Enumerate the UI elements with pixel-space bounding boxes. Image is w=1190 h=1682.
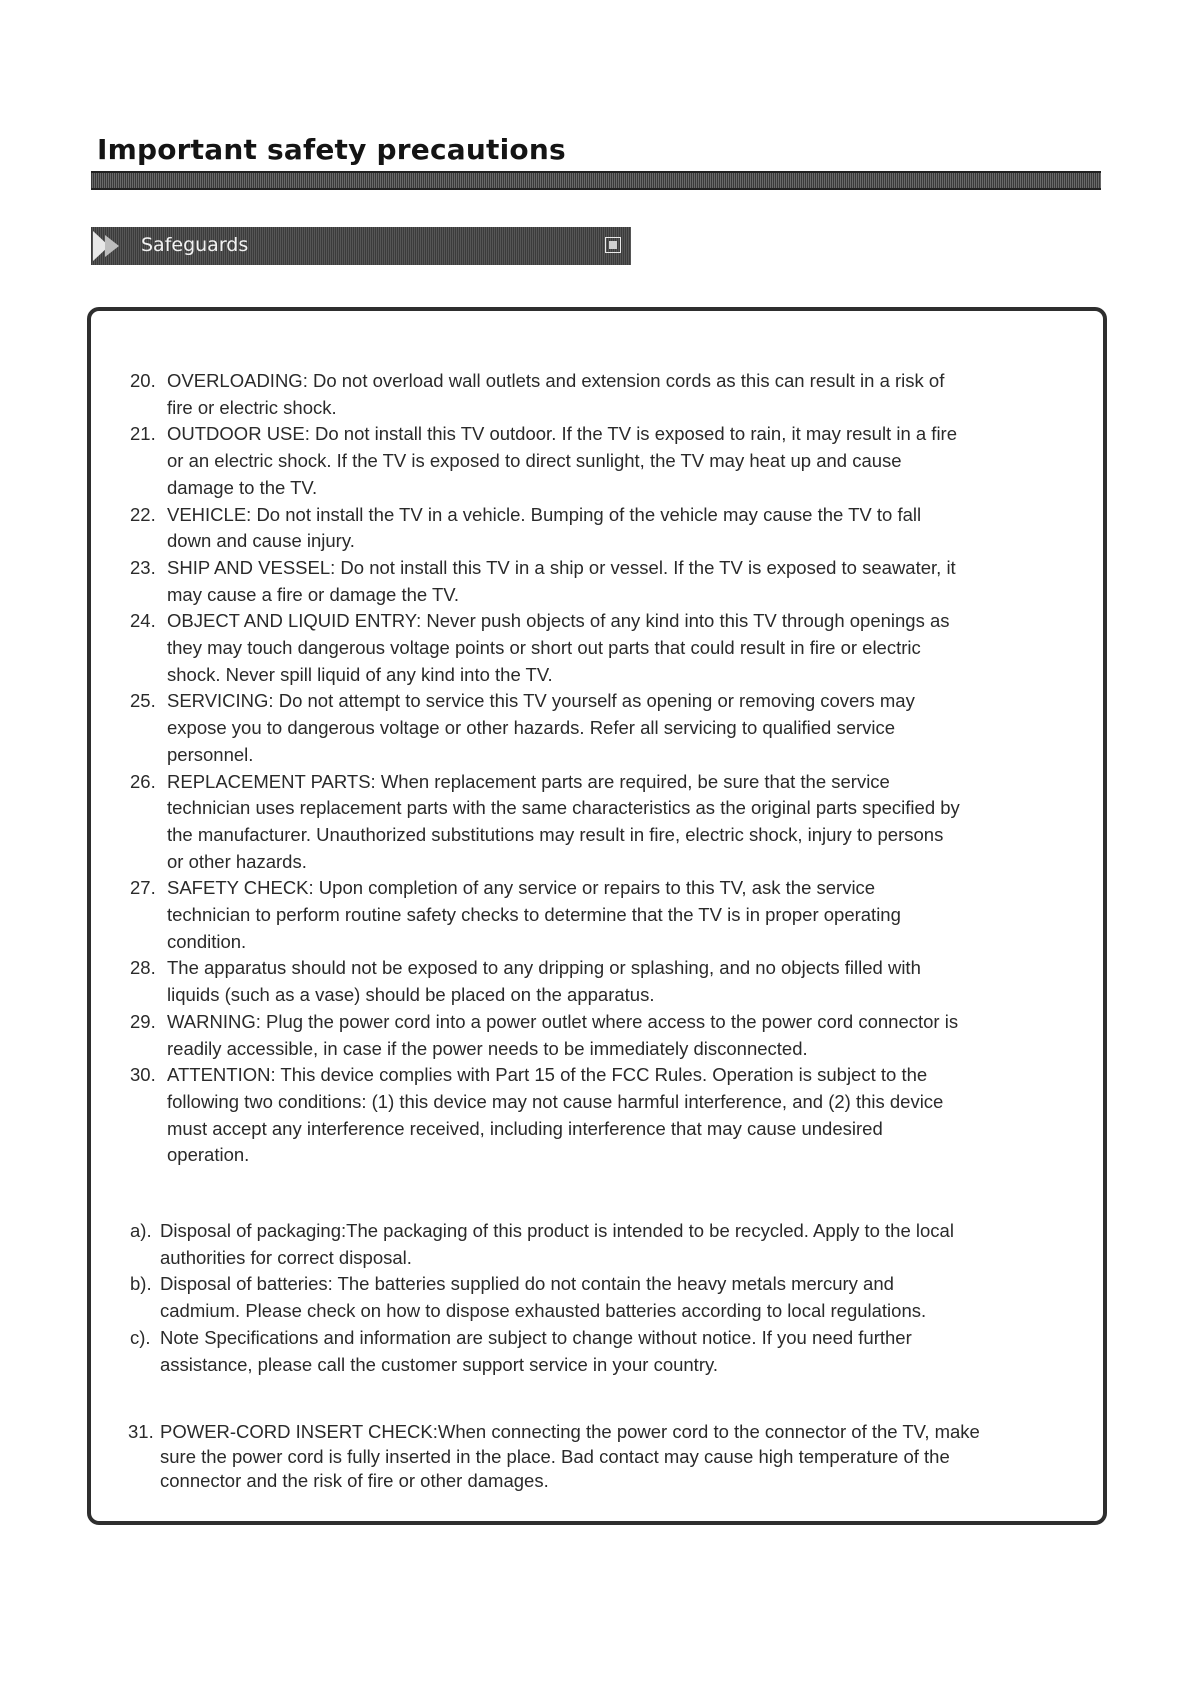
- item-text: Disposal of packaging:The packaging of this product is intended to be recycled. Apply to the local authorities for correct disposal.: [160, 1220, 954, 1268]
- section-label: Safeguards: [141, 234, 249, 256]
- item-number: 24.: [130, 610, 156, 632]
- list-item: [130, 688, 960, 768]
- list-item: [130, 1009, 960, 1062]
- item-number: 23.: [130, 556, 156, 578]
- list-item: [130, 1218, 960, 1271]
- double-chevron-right-icon: [91, 227, 131, 265]
- item-number: 25.: [130, 690, 156, 712]
- item-number: 29.: [130, 1010, 156, 1032]
- list-item: [130, 608, 960, 688]
- list-item: [130, 502, 960, 555]
- item-text: OUTDOOR USE: Do not install this TV outdoor. If the TV is exposed to rain, it may result in a fire or an electric shock. If the TV is exposed to direct sunlight, the TV may heat up and cause damage to the TV.: [167, 423, 957, 498]
- item-text: WARNING: Plug the power cord into a power outlet where access to the power cord connector is readily accessible, in case if the power needs to be immediately disconnected.: [167, 1010, 959, 1059]
- title-divider: [91, 171, 1101, 190]
- list-item: [130, 1271, 960, 1324]
- item-text: POWER-CORD INSERT CHECK:When connecting the power cord to the connector of the TV, make sure the power cord is fully inserted in the place. Bad contact may cause high temperature of the connector and the risk of fire or other damages.: [160, 1421, 980, 1491]
- item-number: 28.: [130, 957, 156, 979]
- item-text: SHIP AND VESSEL: Do not install this TV in a ship or vessel. If the TV is exposed to seawater, it may cause a fire or damage the TV.: [167, 556, 956, 605]
- list-item: [130, 555, 960, 608]
- item-number: 21.: [130, 423, 156, 445]
- list-item: [130, 769, 960, 876]
- list-item: [130, 368, 960, 421]
- item-letter: c).: [130, 1326, 151, 1348]
- item-text: OVERLOADING: Do not overload wall outlets and extension cords as this can result in a risk of fire or electric shock.: [167, 370, 945, 418]
- item-text: SERVICING: Do not attempt to service this TV yourself as opening or removing covers may expose you to dangerous voltage or other hazards. Refer all servicing to qualified service personnel.: [167, 690, 915, 765]
- page-title: Important safety precautions: [97, 133, 566, 166]
- list-item: [130, 421, 960, 501]
- item-letter: a).: [130, 1220, 152, 1241]
- section-banner: [91, 227, 631, 265]
- power-cord-item: [128, 1420, 988, 1494]
- item-number: 27.: [130, 877, 156, 899]
- item-number: 30.: [130, 1064, 156, 1086]
- item-text: SAFETY CHECK: Upon completion of any service or repairs to this TV, ask the service technician to perform routine safety checks to determine that the TV is in proper operating condition.: [167, 877, 901, 952]
- square-icon: [605, 237, 621, 253]
- disposal-list: [130, 1218, 960, 1378]
- item-number: 31.: [128, 1421, 154, 1442]
- item-text: VEHICLE: Do not install the TV in a vehicle. Bumping of the vehicle may cause the TV to fall down and cause injury.: [167, 503, 922, 552]
- item-text: REPLACEMENT PARTS: When replacement parts are required, be sure that the service technician uses replacement parts with the same characteristics as the original parts specified by the manufacturer. Unauthorized substitutions may result in fire, electric shock, injury to persons or other hazards.: [167, 770, 960, 872]
- item-number: 22.: [130, 503, 156, 525]
- item-text: The apparatus should not be exposed to any dripping or splashing, and no objects filled with liquids (such as a vase) should be placed on the apparatus.: [167, 957, 921, 1006]
- item-text: OBJECT AND LIQUID ENTRY: Never push objects of any kind into this TV through openings as they may touch dangerous voltage points or short out parts that could result in fire or electric shock. Never spill liquid of any kind into the TV.: [167, 610, 950, 685]
- list-item: [130, 875, 960, 955]
- list-item: [130, 1325, 960, 1378]
- item-letter: b).: [130, 1273, 152, 1295]
- item-text: Disposal of batteries: The batteries supplied do not contain the heavy metals mercury and cadmium. Please check on how to dispose exhausted batteries according to local regulations.: [160, 1273, 927, 1322]
- list-item: [130, 955, 960, 1008]
- list-item: [130, 1062, 960, 1169]
- item-text: ATTENTION: This device complies with Part 15 of the FCC Rules. Operation is subject to the following two conditions: (1) this device may not cause harmful interference, and (2) this device must accept any interference received, including interference that may cause undesired operation.: [167, 1064, 944, 1166]
- item-text: Note Specifications and information are subject to change without notice. If you need further assistance, please call the customer support service in your country.: [160, 1326, 912, 1375]
- item-number: 26.: [130, 770, 156, 792]
- item-number: 20.: [130, 370, 156, 391]
- safeguards-list: [130, 368, 960, 1169]
